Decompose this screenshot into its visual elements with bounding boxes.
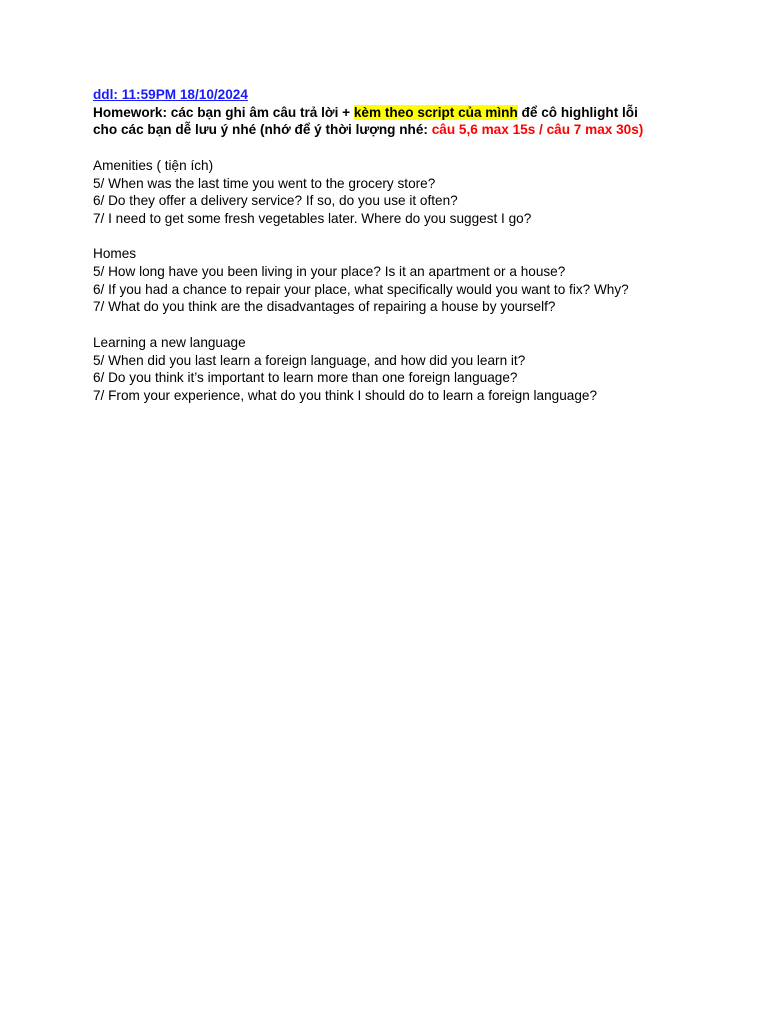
question-amenities-5: 5/ When was the last time you went to the grocery store? <box>93 175 436 191</box>
question-language-6: 6/ Do you think it’s important to learn more than one foreign language? <box>93 370 518 386</box>
homework-text-3: cho các bạn dễ lưu ý nhé (nhớ để ý thời lượng nhé: <box>93 122 432 138</box>
homework-highlight: kèm theo script của mình <box>353 104 518 120</box>
homework-time-limit: câu 5,6 max 15s / câu 7 max 30s) <box>431 122 644 138</box>
question-amenities-6: 6/ Do they offer a delivery service? If so, do you use it often? <box>93 193 458 209</box>
question-homes-7: 7/ What do you think are the disadvantages of repairing a house by yourself? <box>93 299 556 315</box>
deadline-link[interactable]: ddl: 11:59PM 18/10/2024 <box>93 87 248 102</box>
question-homes-6: 6/ If you had a chance to repair your place, what specifically would you want to fix? Why? <box>93 281 629 297</box>
section-title-language: Learning a new language <box>93 334 246 350</box>
deadline-line <box>93 86 733 104</box>
document-page <box>93 86 733 405</box>
spacer <box>93 139 733 157</box>
spacer <box>93 316 733 334</box>
spacer <box>93 228 733 246</box>
question-amenities-7: 7/ I need to get some fresh vegetables later. Where do you suggest I go? <box>93 210 532 226</box>
section-title-homes: Homes <box>93 246 137 262</box>
homework-text-1: Homework: các bạn ghi âm câu trả lời + <box>93 104 354 120</box>
question-language-5: 5/ When did you last learn a foreign language, and how did you learn it? <box>93 352 526 368</box>
homework-text-2: để cô highlight lỗi <box>517 104 638 120</box>
question-homes-5: 5/ How long have you been living in your place? Is it an apartment or a house? <box>93 264 566 279</box>
question-language-7: 7/ From your experience, what do you think I should do to learn a foreign language? <box>93 387 598 403</box>
section-title-amenities: Amenities ( tiện ích) <box>93 157 214 173</box>
homework-line-1 <box>93 104 733 122</box>
homework-line-2 <box>93 121 733 139</box>
